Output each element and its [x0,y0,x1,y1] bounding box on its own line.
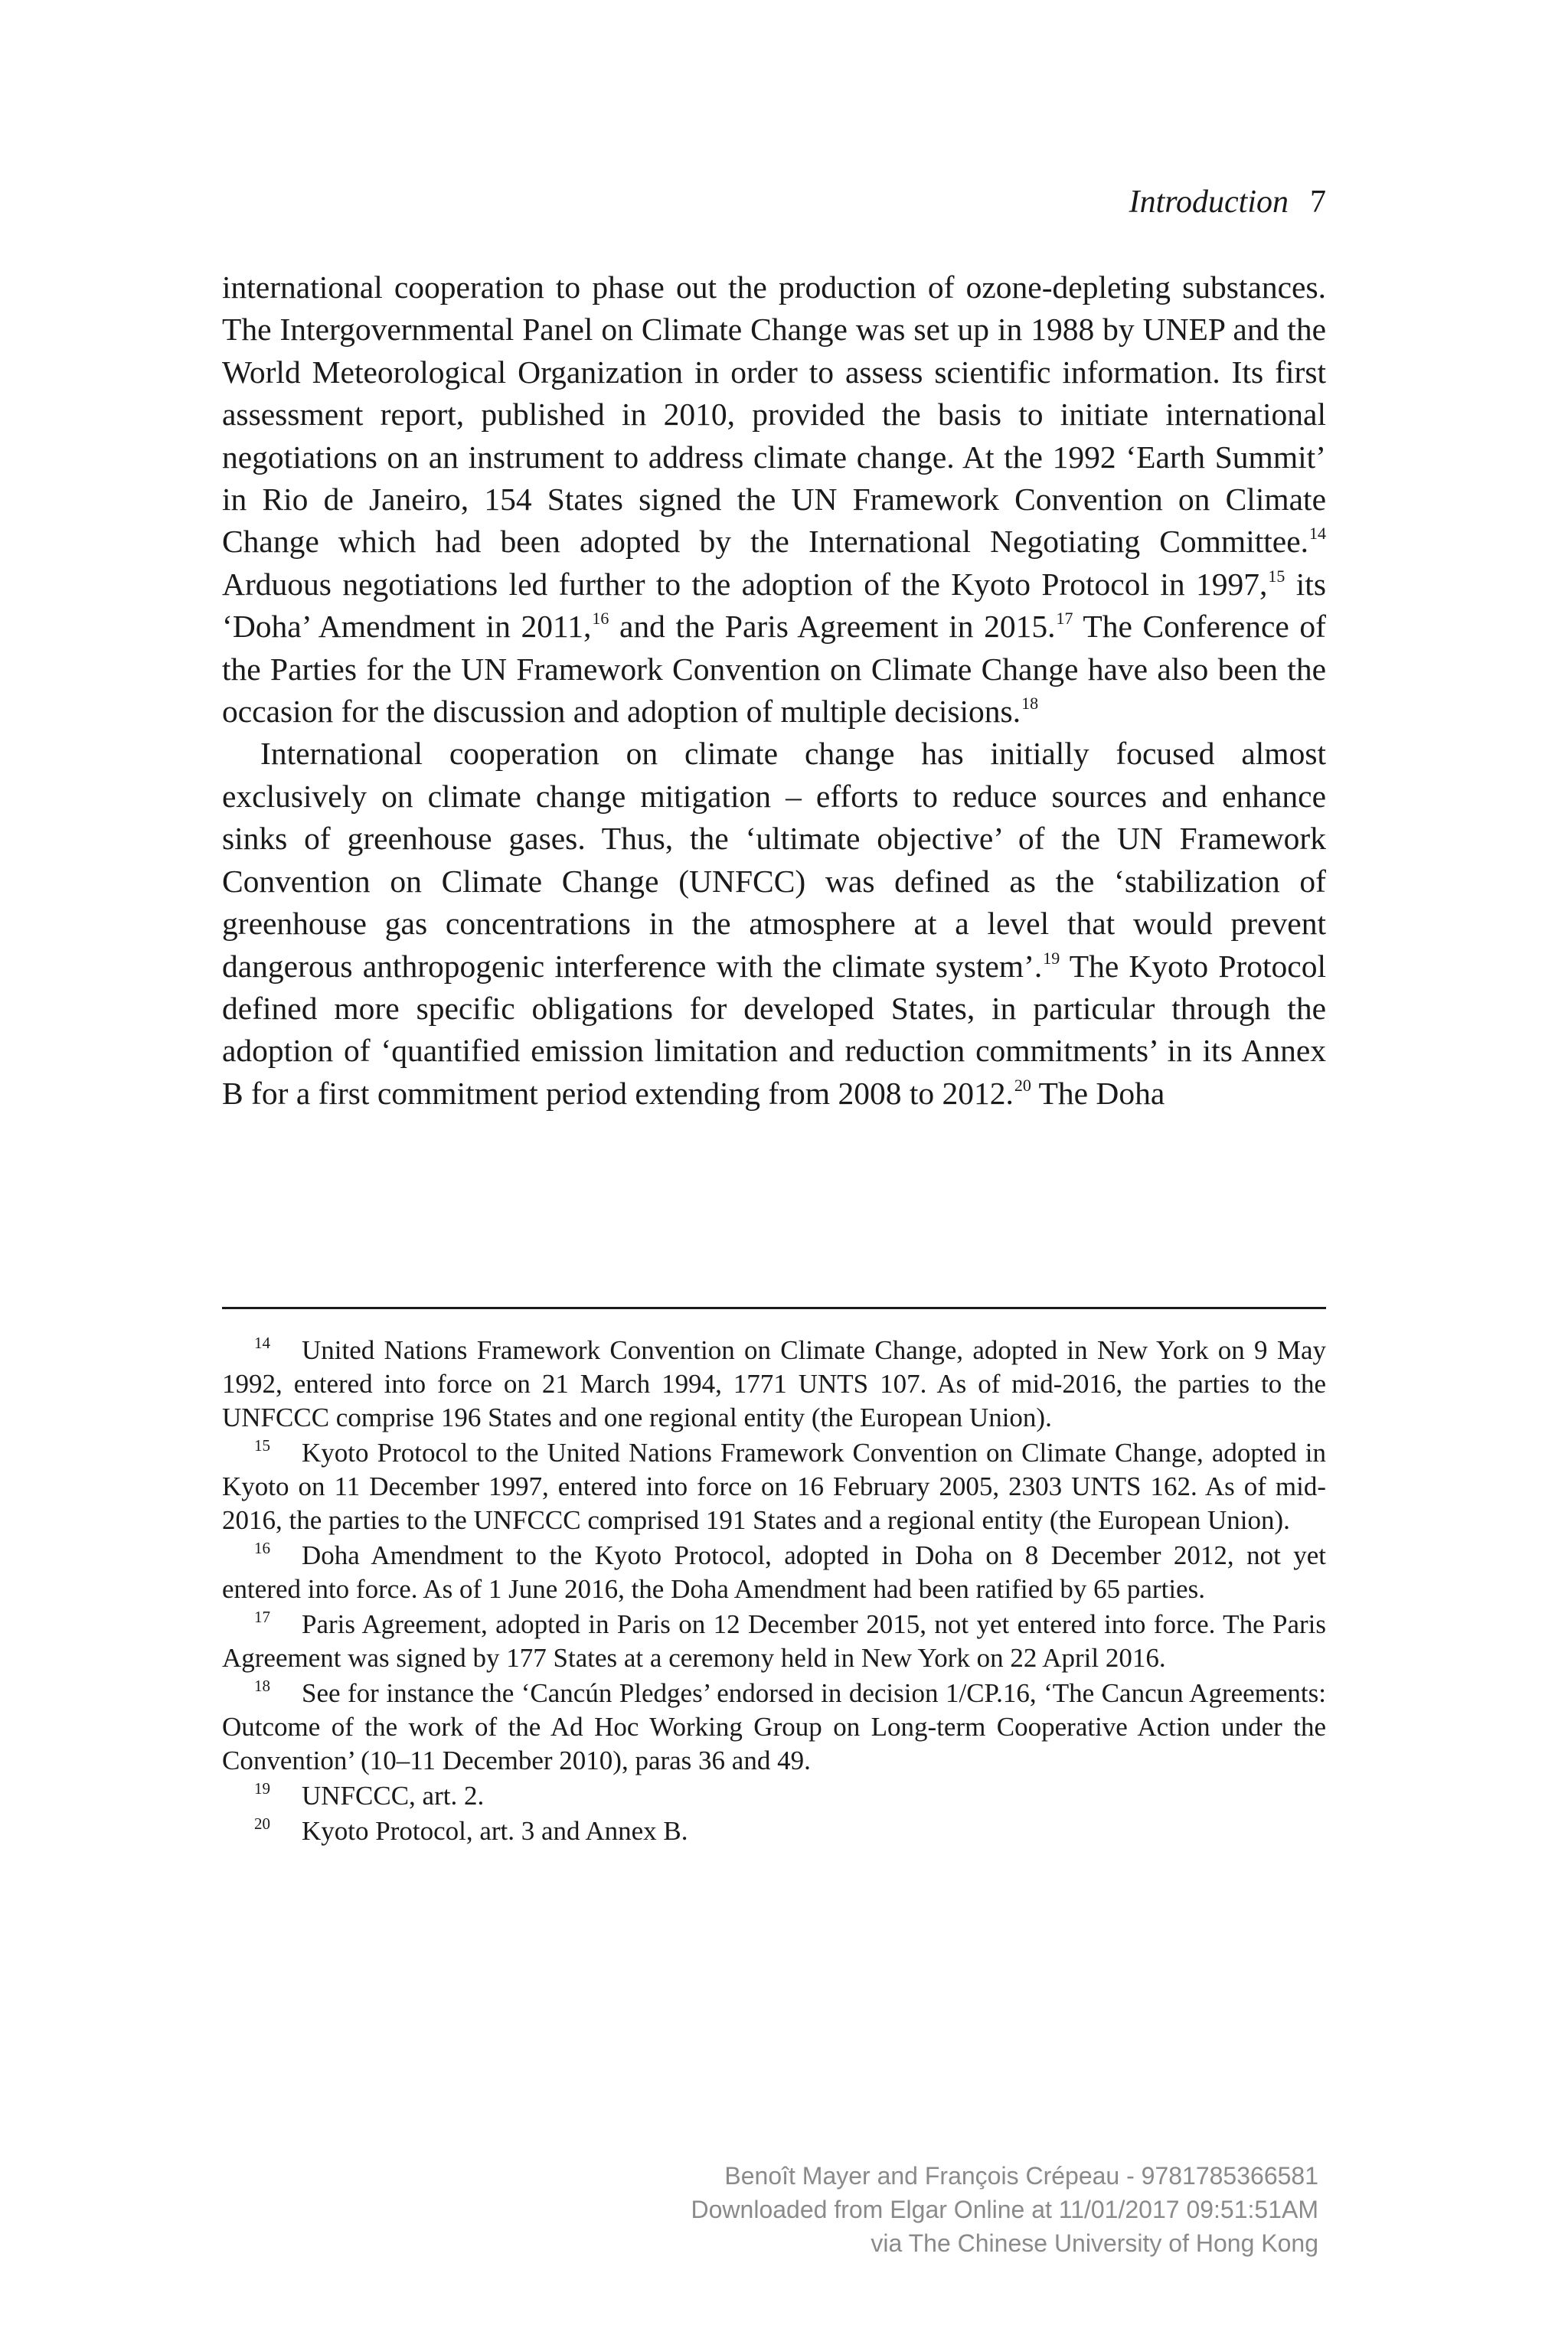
footnote-text: Kyoto Protocol, art. 3 and Annex B. [302,1816,688,1846]
footnote-text: United Nations Framework Convention on Climate Change, adopted in New York on 9 May 1992, entered into force on 21 March 1994, 1771 UNTS 107. As of mid-2016, the parties to the UNFCCC comprise 196 States and one regional entity (the European Union). [222,1335,1326,1432]
footnote-17: 17 Paris Agreement, adopted in Paris on 12 December 2015, not yet entered into force. The Paris Agreement was signed by 177 States at a ceremony held in New York on 22 April 2016. [222,1608,1326,1673]
footnote-ref[interactable]: 18 [1021,694,1039,714]
footnote-14: 14 United Nations Framework Convention on Climate Change, adopted in New York on 9 May 1992, entered into force on 21 March 1994, 1771 UNTS 107. As of mid-2016, the parties to the UNFCCC comprise 196 States and one regional entity (the European Union). [222,1334,1326,1432]
footnote-16: 16 Doha Amendment to the Kyoto Protocol, adopted in Doha on 8 December 2012, not yet entered into force. As of 1 June 2016, the Doha Amendment had been ratified by 65 parties. [222,1539,1326,1604]
footnote-ref[interactable]: 15 [1268,566,1285,586]
paragraph-text: its ‘Doha’ Amendment in 2011, [222,566,1326,645]
footnote-18: 18 See for instance the ‘Cancún Pledges’ endorsed in decision 1/CP.16, ‘The Cancun Agreements: Outcome of the work of the Ad Hoc Working Group on Long-term Cooperative Action under the Convention’ (10–11 December 2010), paras 36 and 49. [222,1677,1326,1775]
paragraph-text: International cooperation on climate change has initially focused almost exclusively on climate change mitigation – efforts to reduce sources and enhance sinks of greenhouse gases. Thus, the ‘ultimate objective’ of the UN Framework Convention on Climate Change (UNFCC) was defined as the ‘stabilization of greenhouse gas concentrations in the atmosphere at a level that would prevent dangerous anthropogenic interference with the climate system’. [222,736,1326,984]
footnote-20: 20 Kyoto Protocol, art. 3 and Annex B. [254,1814,688,1846]
paragraph-text: and the Paris Agreement in 2015. [609,609,1056,645]
watermark-line: Downloaded from Elgar Online at 11/01/2017 09:51:51AM [691,2196,1318,2223]
footnote-15: 15 Kyoto Protocol to the United Nations Framework Convention on Climate Change, adopted in Kyoto on 11 December 1997, entered into force on 16 February 2005, 2303 UNTS 162. As of mid-2016, the parties to the UNFCCC comprised 191 States and a regional entity (the European Union). [222,1436,1326,1535]
watermark-line: via The Chinese University of Hong Kong [871,2229,1318,2257]
footnote-divider [222,1307,1326,1309]
chapter-title: Introduction [1129,185,1289,220]
download-watermark [459,2159,1318,2260]
paragraph-2 [222,733,1326,1115]
footnote-ref[interactable]: 16 [592,609,609,629]
page-number: 7 [1310,185,1326,220]
footnote-ref[interactable]: 19 [1043,948,1060,968]
running-head [222,181,1326,224]
footnotes [222,1334,1326,1850]
paragraph-text: The Doha [1031,1075,1165,1111]
paragraph-text: international cooperation to phase out the production of ozone-depleting substances. The Intergovernmental Panel on Climate Change was set up in 1988 by UNEP and the World Meteorological Organization in order to assess scientific information. Its first assessment report, published in 2010, provided the basis to initiate international negotiations on an instrument to address climate change. At the 1992 ‘Earth Summit’ in Rio de Janeiro, 154 States signed the UN Framework Convention on Climate Change which had been adopted by the International Negotiating Committee. [222,269,1326,560]
footnote-text: Kyoto Protocol to the United Nations Framework Convention on Climate Change, adopted in Kyoto on 11 December 1997, entered into force on 16 February 2005, 2303 UNTS 162. As of mid-2016, the parties to the UNFCCC comprised 191 States and a regional entity (the European Union). [222,1438,1326,1535]
paragraph-text: The Conference of the Parties for the UN Framework Convention on Climate Change have also been the occasion for the discussion and adoption of multiple decisions. [222,609,1326,730]
paragraph-text: The Kyoto Protocol defined more specific obligations for developed States, in particular through the adoption of ‘quantified emission limitation and reduction commitments’ in its Annex B for a first commitment period extending from 2008 to 2012. [222,948,1326,1111]
body-text [222,266,1326,1115]
footnote-text: Doha Amendment to the Kyoto Protocol, adopted in Doha on 8 December 2012, not yet entered into force. As of 1 June 2016, the Doha Amendment had been ratified by 65 parties. [222,1540,1326,1604]
paragraph-text: Arduous negotiations led further to the adoption of the Kyoto Protocol in 1997, [222,566,1268,602]
footnote-text: UNFCCC, art. 2. [302,1781,485,1811]
footnote-ref[interactable]: 14 [1309,524,1326,544]
footnote-ref[interactable]: 20 [1014,1075,1031,1095]
footnote-text: See for instance the ‘Cancún Pledges’ endorsed in decision 1/CP.16, ‘The Cancun Agreements: Outcome of the work of the Ad Hoc Working Group on Long-term Cooperative Action under the Convention’ (10–11 December 2010), paras 36 and 49. [222,1678,1326,1775]
paragraph-1 [222,266,1326,733]
watermark-line: Benoît Mayer and François Crépeau - 9781785366581 [724,2162,1318,2190]
footnote-19: 19 UNFCCC, art. 2. [254,1779,485,1811]
footnote-ref[interactable]: 17 [1056,609,1073,629]
footnote-text: Paris Agreement, adopted in Paris on 12 December 2015, not yet entered into force. The Paris Agreement was signed by 177 States at a ceremony held in New York on 22 April 2016. [222,1609,1326,1673]
